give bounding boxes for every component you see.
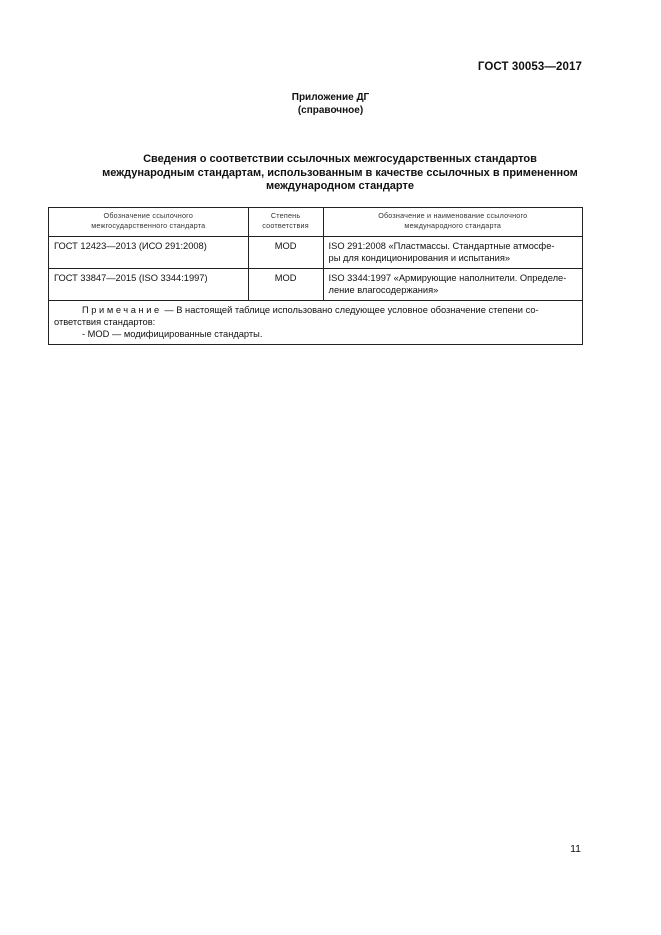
cell-text: ISO 3344:1997 «Армирующие наполнители. Определе- — [328, 273, 567, 283]
cell-standard: ГОСТ 33847—2015 (ISO 3344:1997) — [49, 269, 249, 301]
note-text: — В настоящей таблице использовано следующее условное обозначение степени со- — [161, 305, 539, 315]
cell-standard: ГОСТ 12423—2013 (ИСО 291:2008) — [49, 237, 249, 269]
table-row — [49, 237, 583, 269]
table-header-row — [49, 208, 583, 237]
header-text: международного стандарта — [404, 221, 502, 230]
page-number: 11 — [570, 843, 581, 855]
table-row — [49, 269, 583, 301]
note-label: Примечание — [82, 305, 162, 315]
note-second-line: ответствия стандартов: — [54, 317, 156, 327]
cell-text: ление влагосодержания» — [328, 285, 439, 295]
cell-international — [323, 269, 582, 301]
header-text: Обозначение и наименование ссылочного — [378, 211, 528, 220]
cell-text: ISO 291:2008 «Пластмассы. Стандартные атмосфе- — [328, 241, 555, 251]
section-title-line: международным стандартам, использованным в качестве ссылочных в примененном — [102, 166, 578, 179]
section-title-line: Сведения о соответствии ссылочных межгосударственных стандартов — [143, 153, 537, 165]
cell-text: ры для кондиционирования и испытания» — [328, 253, 511, 263]
note-list-item: - MOD — модифицированные стандарты. — [82, 329, 263, 339]
reference-standards-table — [48, 207, 583, 345]
header-text: Обозначение ссылочного — [103, 211, 194, 220]
table-note — [49, 301, 583, 345]
appendix-heading — [0, 91, 661, 117]
note-first-line — [54, 304, 577, 316]
appendix-title: Приложение ДГ — [291, 92, 370, 103]
section-title-line: международном стандарте — [265, 180, 415, 192]
header-text: соответствия — [262, 221, 309, 230]
header-interstate-standard — [49, 208, 249, 237]
cell-degree: MOD — [248, 237, 323, 269]
section-title — [60, 153, 620, 194]
header-degree — [248, 208, 323, 237]
table-note-row — [49, 301, 583, 345]
header-international-standard — [323, 208, 582, 237]
header-text: Степень — [270, 211, 301, 220]
cell-international — [323, 237, 582, 269]
document-code: ГОСТ 30053—2017 — [477, 61, 582, 73]
header-text: межгосударственного стандарта — [91, 221, 206, 230]
appendix-subtitle: (справочное) — [297, 105, 364, 116]
cell-degree: MOD — [248, 269, 323, 301]
